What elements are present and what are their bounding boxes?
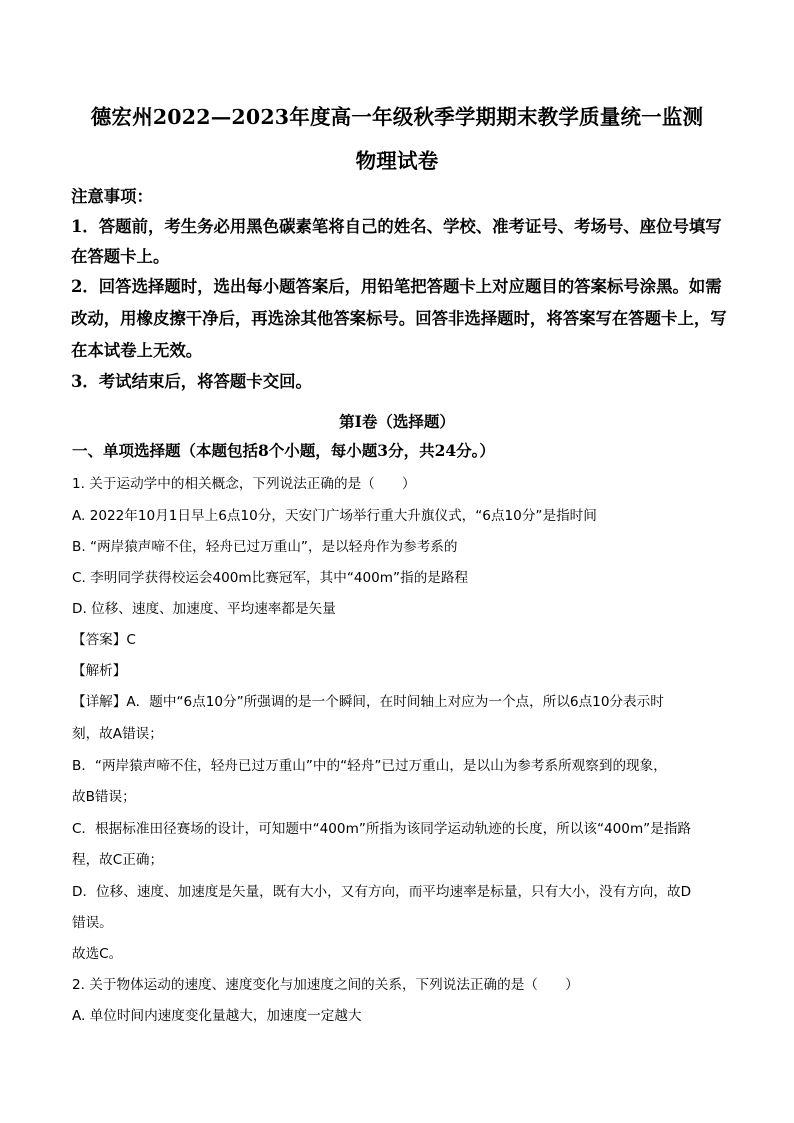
analysis-line: B．“两岸猿声啼不住，轻舟已过万重山”中的“轻舟”已过万重山，是以山为参考系所观察到的现象， (72, 758, 667, 774)
analysis-line: C．根据标准田径赛场的设计，可知题中“400m”所指为该同学运动轨迹的长度，所以该“400m”是指路 (72, 821, 692, 837)
notice-heading: 注意事项： (71, 187, 153, 206)
analysis-line: 错误。 (72, 915, 113, 931)
notice-line: 1．答题前，考生务必用黑色碳素笔将自己的姓名、学校、准考证号、考场号、座位号填写 (71, 217, 722, 236)
analysis-line: 【详解】A．题中“6点10分”所强调的是一个瞬间，在时间轴上对应为一个点，所以6点10分表示时 (72, 694, 664, 710)
notice-line: 改动，用橡皮擦干净后，再选涂其他答案标号。回答非选择题时，将答案写在答题卡上，写 (71, 309, 727, 328)
analysis-label: 【解析】 (72, 663, 127, 679)
analysis-line: 故选C。 (72, 946, 123, 962)
exam-subtitle: 物理试卷 (355, 149, 439, 173)
question-option: C. 李明同学获得校运会400m比赛冠军，其中“400m”指的是路程 (72, 570, 469, 586)
analysis-line: D．位移、速度、加速度是矢量，既有大小，又有方向，而平均速率是标量，只有大小，没有方向，故D (72, 884, 692, 900)
notice-line: 在本试卷上无效。 (71, 341, 203, 360)
notice-line: 2．回答选择题时，选出每小题答案后，用铅笔把答题卡上对应题目的答案标号涂黑。如需 (71, 277, 722, 296)
analysis-line: 刻，故A错误； (72, 726, 163, 742)
volume-title: 第Ⅰ卷（选择题） (339, 412, 455, 431)
analysis-line: 程，故C正确； (72, 852, 164, 868)
part-title: 一、单项选择题（本题包括8个小题，每小题3分，共24分。） (72, 441, 495, 460)
question-option: A. 2022年10月1日早上6点10分，天安门广场举行重大升旗仪式，“6点10分”是指时间 (72, 508, 597, 524)
question-option: A. 单位时间内速度变化量越大，加速度一定越大 (72, 1008, 362, 1024)
notice-line: 3．考试结束后，将答题卡交回。 (71, 372, 312, 391)
question-option: D. 位移、速度、加速度、平均速率都是矢量 (72, 601, 336, 617)
notice-line: 在答题卡上。 (71, 247, 170, 266)
question-stem: 1. 关于运动学中的相关概念，下列说法正确的是（ ） (72, 476, 416, 492)
question-stem: 2. 关于物体运动的速度、速度变化与加速度之间的关系，下列说法正确的是（ ） (72, 977, 579, 993)
question-option: B. “两岸猿声啼不住，轻舟已过万重山”，是以轻舟作为参考系的 (72, 539, 458, 555)
exam-title: 德宏州2022—2023年度高一年级秋季学期期末教学质量统一监测 (90, 105, 704, 129)
answer-label: 【答案】C (72, 632, 136, 648)
analysis-line: 故B错误； (72, 789, 136, 805)
